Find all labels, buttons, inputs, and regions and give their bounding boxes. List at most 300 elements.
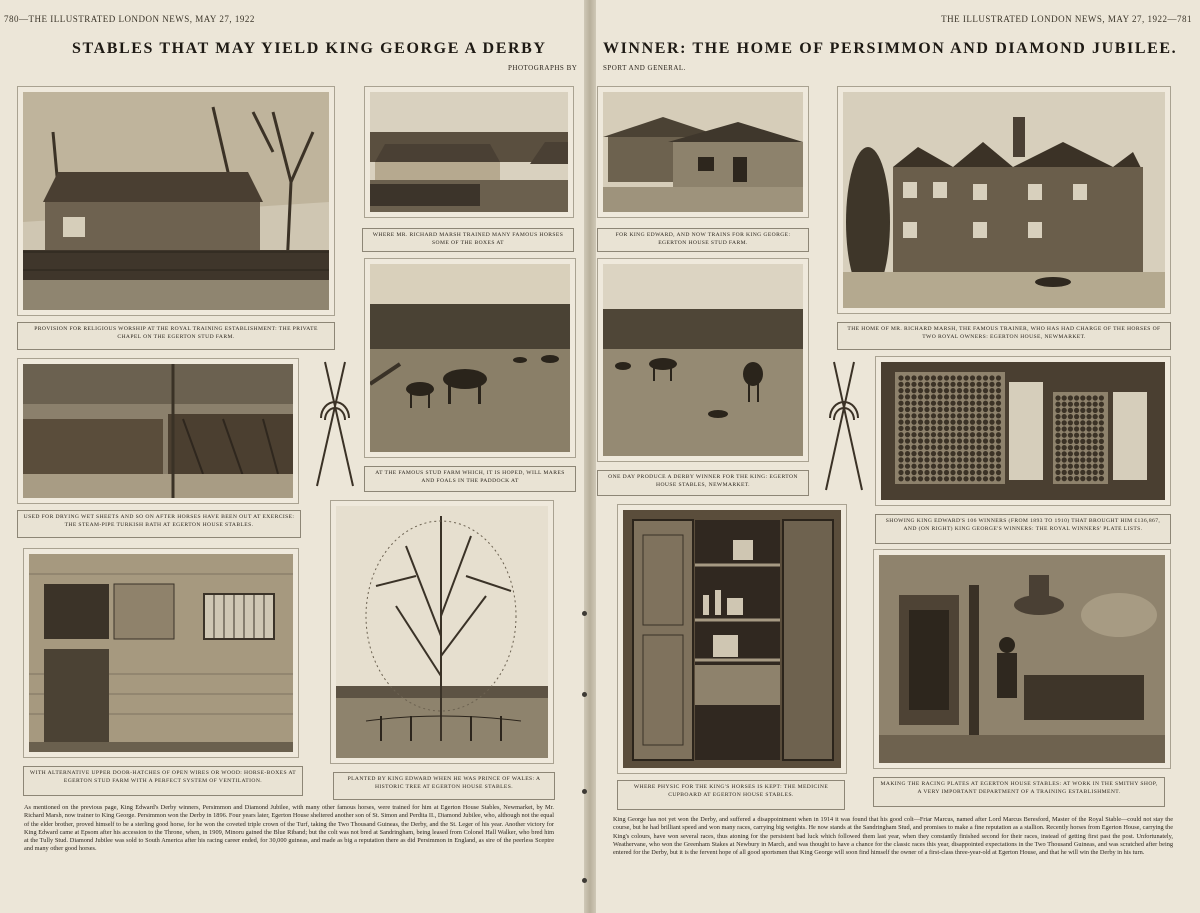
racing-plate [1074,476,1079,481]
racing-plate [944,382,949,387]
headline-right: WINNER: THE HOME OF PERSIMMON AND DIAMOND JUBILEE. [603,40,1178,57]
racing-plate [918,438,923,443]
racing-plate [918,457,923,462]
caption-cupboard: WHERE PHYSIC FOR THE KING'S HORSES IS KEPT: THE MEDICINE CUPBOARD AT EGERTON HOUSE STABLES. [617,780,845,810]
racing-plate [911,407,916,412]
racing-plate [944,438,949,443]
racing-plate [983,464,988,469]
caption-horsebox: WITH ALTERNATIVE UPPER DOOR-HATCHES OF OPEN WIRES OR WOOD: HORSE-BOXES AT EGERTON STUD FARM WITH A PERFECT SYSTEM OF VENTILATION. [23,766,303,796]
racing-plate [911,432,916,437]
racing-plate [905,432,910,437]
racing-plate [1080,420,1085,425]
racing-plate [898,394,903,399]
racing-plate [976,432,981,437]
racing-plate [924,413,929,418]
racing-plate [898,470,903,475]
racing-plate [970,401,975,406]
racing-plate [1068,414,1073,419]
racing-plate [1080,451,1085,456]
racing-plate [944,394,949,399]
photo-house [837,86,1171,314]
racing-plate [983,394,988,399]
racing-plate [937,394,942,399]
racing-plate [976,382,981,387]
racing-plate [957,432,962,437]
binding-rivet [582,611,587,616]
racing-plate [1093,426,1098,431]
racing-plate [918,476,923,481]
racing-plate [976,476,981,481]
racing-plate [1099,402,1104,407]
racing-plate [931,464,936,469]
racing-plate [989,388,994,393]
racing-plate [1055,408,1060,413]
photo-stud-farm [597,86,809,218]
racing-plate [989,420,994,425]
racing-plate [944,420,949,425]
racing-plate [1086,470,1091,475]
racing-plate [898,438,903,443]
horsebox-illustration [29,554,293,752]
racing-plate [957,388,962,393]
racing-plate [950,464,955,469]
racing-plate [970,438,975,443]
racing-plate [989,394,994,399]
racing-plate [1068,408,1073,413]
racing-plate [976,451,981,456]
racing-plate [1093,420,1098,425]
racing-plate [996,438,1001,443]
racing-plate [957,394,962,399]
racing-plate [937,407,942,412]
racing-plate [924,464,929,469]
racing-plate [970,407,975,412]
racing-plate [937,476,942,481]
racing-plate [1068,439,1073,444]
racing-plate [957,426,962,431]
photo-chapel [17,86,335,316]
racing-plate [918,394,923,399]
photo-bath [17,358,299,504]
racing-plate [957,438,962,443]
racing-plate [950,426,955,431]
tree-illustration [336,506,548,758]
racing-plate [924,388,929,393]
racing-plate [937,470,942,475]
racing-plate [957,382,962,387]
racing-plate [1099,451,1104,456]
racing-plate [911,413,916,418]
racing-plate [1080,439,1085,444]
racing-plate [911,476,916,481]
racing-plate [924,375,929,380]
racing-plate [911,470,916,475]
racing-plate [905,470,910,475]
racing-plate [963,426,968,431]
racing-plate [983,451,988,456]
racing-plate [931,413,936,418]
racing-plate [1055,395,1060,400]
racing-plate [957,476,962,481]
racing-plate [963,445,968,450]
racing-plate [1074,408,1079,413]
racing-plate [989,375,994,380]
racing-plate [937,438,942,443]
racing-plate [983,432,988,437]
photo-cupboard [617,504,847,774]
racing-plate [976,420,981,425]
racing-plate [918,451,923,456]
racing-plate [937,388,942,393]
racing-plate [918,388,923,393]
racing-plate [898,401,903,406]
racing-plate [976,394,981,399]
racing-plate [944,451,949,456]
body-text-left: As mentioned on the previous page, King Edward's Derby winners, Persimmon and Diamond Jubilee, with many other famous horses, were trained for him at Egerton House Stables, Newmarket, by Mr. Richard Marsh, now trainer to King George. Persimmon won the Derby in 1896. Four years later, Egerton House sheltered another son of St. Simon and Perdita II., Diamond Jubilee, who, although not the equal of the elder brother, proved himself to be a sterling good horse, for he won the coveted triple crown of the Turf, taking the Two Thousand Guineas, the Derby, and the St. Leger of his year. Another victory for King Edward came at Epsom after his accession to the Throne, when, in 1909, Minoru gained the Blue Riband; but the colt was not bred at Sandringham, being leased from Colonel Hall Walker, who bred him at the Tully Stud. Diamond Jubilee was sold to South America after his racing career ended, for 30,000 guineas, and made as big a reputation there as did Persimmon in England, as sire of the peerless Sceptre and many other good horses. [24,804,554,853]
racing-plate [1062,414,1067,419]
racing-plate [1093,395,1098,400]
racing-plate [937,432,942,437]
caption-boxes: WHERE MR. RICHARD MARSH TRAINED MANY FAMOUS HORSES SOME OF THE BOXES AT [362,228,574,252]
caption-stud-farm: FOR KING EDWARD, AND NOW TRAINS FOR KING GEORGE: EGERTON HOUSE STUD FARM. [597,228,809,252]
racing-plate [905,476,910,481]
racing-plate [944,445,949,450]
racing-plate [1055,439,1060,444]
racing-plate [976,470,981,475]
racing-plate [1055,433,1060,438]
smithy-illustration [879,555,1165,763]
racing-plate [1055,402,1060,407]
racing-plate [1074,451,1079,456]
page-gutter [584,0,596,913]
racing-plate [996,420,1001,425]
racing-plate [931,451,936,456]
racing-plate [898,476,903,481]
racing-plate [931,470,936,475]
photo-tree [330,500,554,764]
racing-plate [1068,457,1073,462]
racing-plate [1062,476,1067,481]
racing-plate [944,470,949,475]
racing-plate [1055,420,1060,425]
racing-plate [937,457,942,462]
racing-plate [1099,426,1104,431]
racing-plate [989,451,994,456]
racing-plate [1099,433,1104,438]
racing-plate [1093,402,1098,407]
binding-rivet [582,789,587,794]
horseshoe-whips-ornament-right [820,358,868,498]
racing-plate [1099,439,1104,444]
racing-plate [983,426,988,431]
racing-plate [963,401,968,406]
racing-plate [1068,402,1073,407]
racing-plate [963,457,968,462]
racing-plate [944,432,949,437]
racing-plate [1068,426,1073,431]
racing-plate [911,457,916,462]
racing-plate [976,413,981,418]
bath-illustration [23,364,293,498]
racing-plate [950,432,955,437]
racing-plate [976,464,981,469]
running-header-right: THE ILLUSTRATED LONDON NEWS, MAY 27, 1922—781 [941,14,1192,24]
racing-plate [931,457,936,462]
photo-smithy [873,549,1171,769]
racing-plate [989,401,994,406]
racing-plate [1062,420,1067,425]
racing-plate [1074,402,1079,407]
racing-plate [989,426,994,431]
racing-plate [1080,433,1085,438]
photo-horsebox [23,548,299,758]
racing-plate [970,420,975,425]
racing-plate [1080,426,1085,431]
racing-plate [963,382,968,387]
racing-plate [931,401,936,406]
racing-plate [1099,457,1104,462]
racing-plate [905,388,910,393]
racing-plate [931,375,936,380]
racing-plate [1093,414,1098,419]
racing-plate [1086,426,1091,431]
racing-plate [957,470,962,475]
racing-plate [937,445,942,450]
racing-plate [976,407,981,412]
racing-plate [976,438,981,443]
racing-plate [905,413,910,418]
racing-plate [918,413,923,418]
boxes-illustration [370,92,568,212]
racing-plate [1099,470,1104,475]
racing-plate [931,407,936,412]
racing-plate [1080,476,1085,481]
racing-plate [931,438,936,443]
racing-plate [1080,395,1085,400]
racing-plate [1086,476,1091,481]
racing-plate [1093,470,1098,475]
mares-illustration [370,264,570,452]
racing-plate [1086,457,1091,462]
racing-plate [1074,470,1079,475]
racing-plate [989,470,994,475]
racing-plate [989,413,994,418]
racing-plate [963,451,968,456]
racing-plate [911,451,916,456]
racing-plate [924,476,929,481]
racing-plate [1086,420,1091,425]
racing-plate [1074,433,1079,438]
racing-plate [944,375,949,380]
racing-plate [957,420,962,425]
racing-plate [970,457,975,462]
racing-plate [989,464,994,469]
racing-plate [1074,414,1079,419]
racing-plate [996,476,1001,481]
racing-plate [911,388,916,393]
racing-plate [1062,395,1067,400]
racing-plate [996,470,1001,475]
racing-plate [1055,470,1060,475]
racing-plate [905,426,910,431]
racing-plate [1062,433,1067,438]
derby-paddock-illustration [603,264,803,456]
racing-plate [950,476,955,481]
racing-plate [924,401,929,406]
racing-plate [1062,445,1067,450]
racing-plate [1062,426,1067,431]
racing-plate [957,401,962,406]
racing-plate [970,375,975,380]
racing-plate [937,451,942,456]
racing-plate [976,426,981,431]
racing-plate [911,445,916,450]
racing-plate [944,388,949,393]
racing-plate [1055,476,1060,481]
horseshoe-whips-ornament [311,358,359,494]
racing-plate [1055,414,1060,419]
racing-plate [924,432,929,437]
caption-tree: PLANTED BY KING EDWARD WHEN HE WAS PRINCE OF WALES: A HISTORIC TREE AT EGERTON HOUSE STABLES. [333,772,555,800]
racing-plate [918,375,923,380]
racing-plate [918,407,923,412]
racing-plate [944,464,949,469]
racing-plate [996,432,1001,437]
racing-plate [924,438,929,443]
racing-plate [898,445,903,450]
racing-plate [963,388,968,393]
racing-plate [937,426,942,431]
racing-plate [1099,420,1104,425]
racing-plate [898,382,903,387]
racing-plate [937,382,942,387]
racing-plate [963,464,968,469]
racing-plate [1062,439,1067,444]
racing-plate [957,457,962,462]
racing-plate [1080,470,1085,475]
racing-plate [944,426,949,431]
photo-mares [364,258,576,458]
chapel-illustration [23,92,329,310]
racing-plate [924,382,929,387]
racing-plate [983,445,988,450]
racing-plate [1062,464,1067,469]
racing-plate [970,388,975,393]
racing-plate [1099,476,1104,481]
racing-plate [1074,445,1079,450]
racing-plate [996,464,1001,469]
racing-plate [924,451,929,456]
racing-plate [937,413,942,418]
racing-plate [1080,408,1085,413]
racing-plate [898,432,903,437]
racing-plate [996,375,1001,380]
racing-plate [983,457,988,462]
racing-plate [924,470,929,475]
racing-plate [931,476,936,481]
racing-plate [1086,408,1091,413]
cupboard-illustration [623,510,841,768]
racing-plate [911,375,916,380]
racing-plate [911,394,916,399]
racing-plate [970,476,975,481]
racing-plate [950,394,955,399]
caption-house: THE HOME OF MR. RICHARD MARSH, THE FAMOUS TRAINER, WHO HAS HAD CHARGE OF THE HORSES OF TWO ROYAL OWNERS: EGERTON HOUSE, NEWMARKET. [837,322,1171,350]
racing-plate [996,382,1001,387]
racing-plate [963,476,968,481]
racing-plate [970,470,975,475]
racing-plate [924,407,929,412]
racing-plate [983,476,988,481]
racing-plate [905,451,910,456]
racing-plate [1086,445,1091,450]
racing-plate [996,413,1001,418]
racing-plate [911,382,916,387]
racing-plate [963,394,968,399]
racing-plate [937,464,942,469]
racing-plate [976,375,981,380]
racing-plate [996,401,1001,406]
racing-plate [983,382,988,387]
racing-plate [918,432,923,437]
photo-boxes [364,86,574,218]
racing-plate [1080,445,1085,450]
racing-plate [918,382,923,387]
racing-plate [911,426,916,431]
racing-plate [963,438,968,443]
racing-plate [989,476,994,481]
racing-plate [970,464,975,469]
racing-plate [996,457,1001,462]
racing-plate [983,407,988,412]
racing-plate [950,382,955,387]
racing-plate [1062,457,1067,462]
racing-plate [1074,395,1079,400]
racing-plate [963,413,968,418]
racing-plate [944,457,949,462]
racing-plate [989,432,994,437]
racing-plate [1086,402,1091,407]
racing-plate [957,451,962,456]
racing-plate [996,407,1001,412]
racing-plate [1086,451,1091,456]
racing-plate [898,407,903,412]
racing-plate [905,445,910,450]
racing-plate [963,407,968,412]
racing-plate [989,438,994,443]
racing-plate [1093,476,1098,481]
racing-plate [898,388,903,393]
racing-plate [963,470,968,475]
racing-plate [983,470,988,475]
racing-plate [950,407,955,412]
racing-plate [905,382,910,387]
racing-plate [924,426,929,431]
racing-plate [970,413,975,418]
racing-plate [931,388,936,393]
racing-plate [957,413,962,418]
racing-plate [918,401,923,406]
racing-plate [976,388,981,393]
racing-plate [976,445,981,450]
racing-plate [1068,420,1073,425]
racing-plate [1086,395,1091,400]
racing-plate [950,451,955,456]
racing-plate [905,457,910,462]
racing-plate [898,413,903,418]
racing-plate [1086,433,1091,438]
body-text-right: King George has not yet won the Derby, and suffered a disappointment when in 1914 it was found that his good colt—Friar Marcus, named after Lord Marcus Beresford, Master of the Royal Stable—could not stay the course, but he had brilliant speed and won many races, carrying big weights. He now stands at the Sandringham Stud, and promises to make a fine reputation as a stallion. Recently horses from Egerton House, carrying the King's colours, have won several races, thus atoning for the persistent bad luck which followed them last year, when they constantly finished second for their races, instead of getting first past the post. Unfortunately, Weathervane, who won the Greenham Stakes at Newbury in March, and was thought to have a chance for the classic races this year, disappointed expectations in the Two Thousand Guineas, and was scratched after being entered for the Derby, but it is the fervent hope of all good sportsmen that King George will soon find himself the owner of a first-class three-year-old at Egerton House, and that he will win the Derby in his turn. [613,816,1173,857]
